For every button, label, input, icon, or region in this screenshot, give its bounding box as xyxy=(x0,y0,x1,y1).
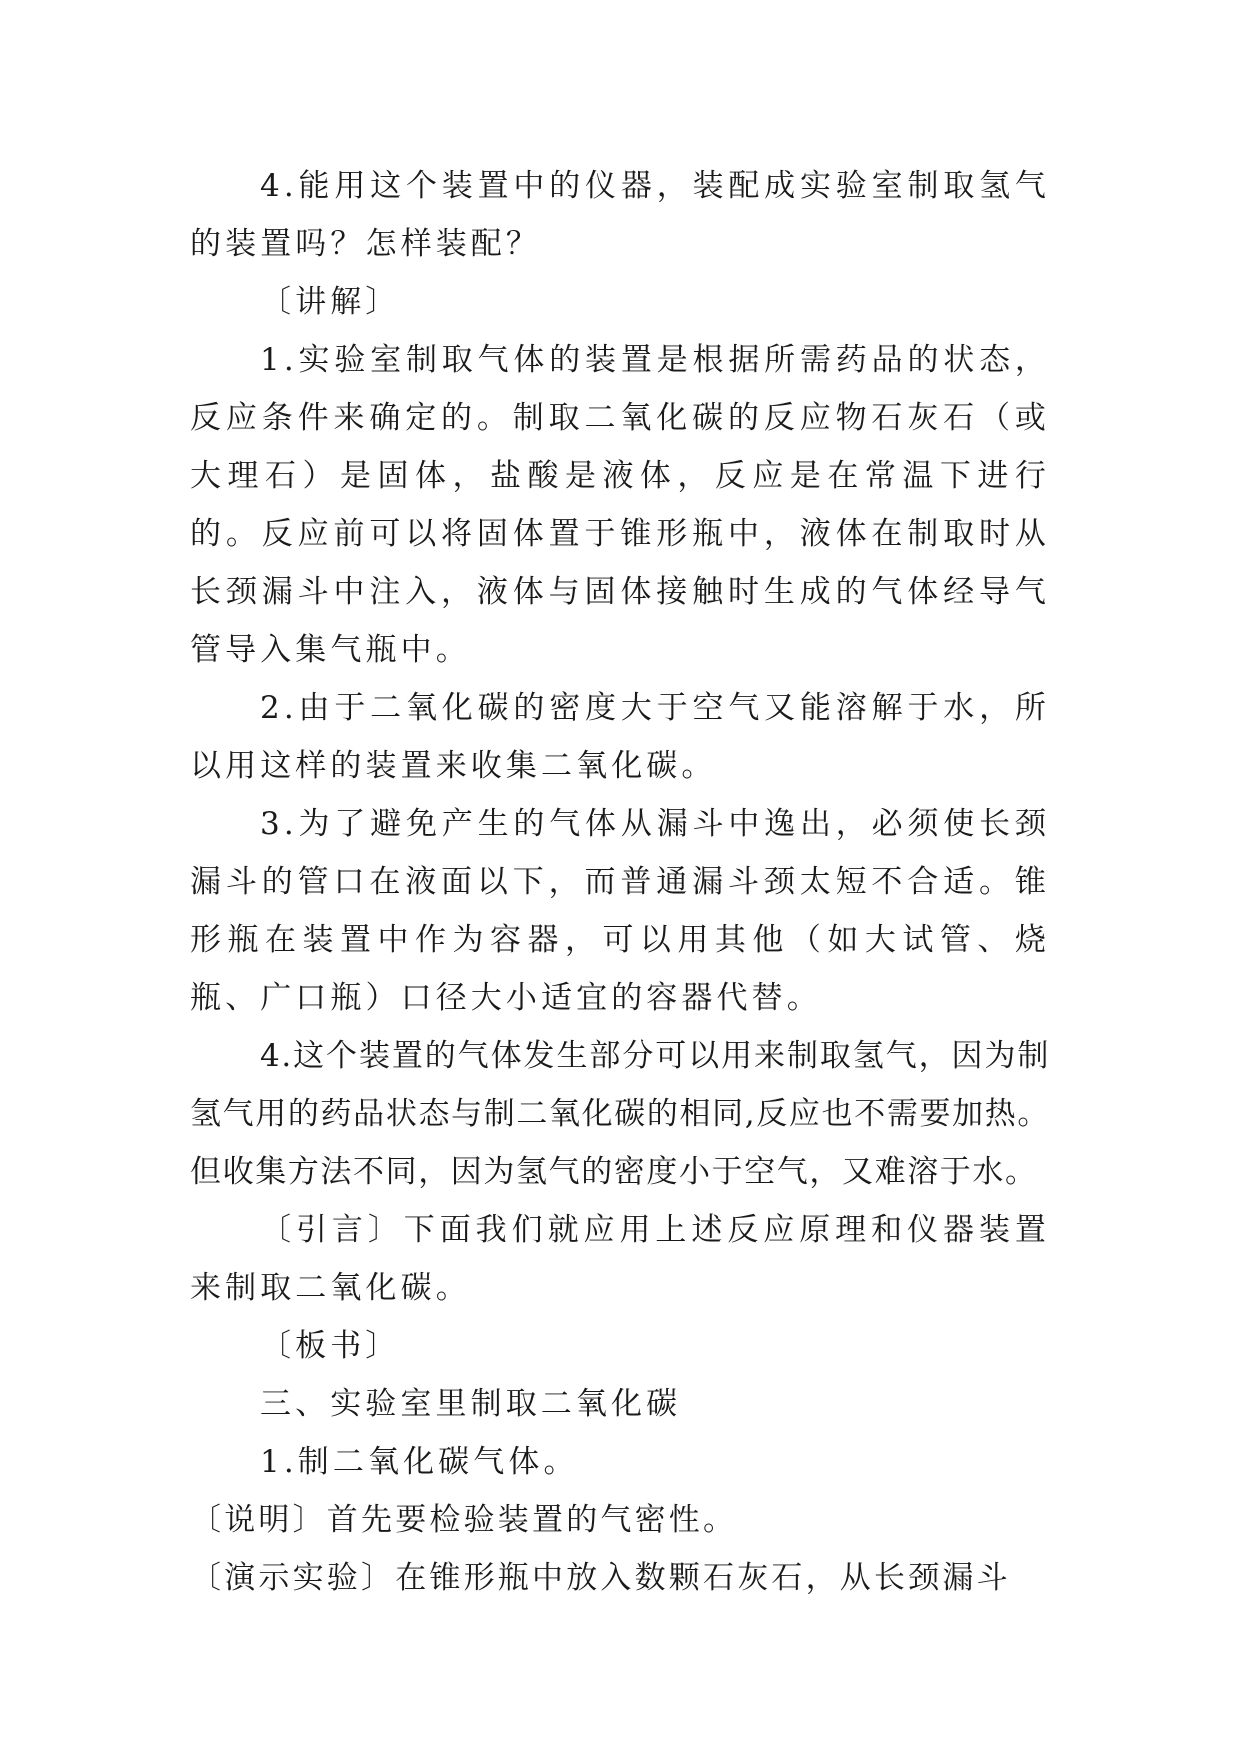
paragraph-step-1: 1.制二氧化碳气体。 xyxy=(260,1444,579,1480)
paragraph-explanation-2: 2.由于二氧化碳的密度大于空气又能溶解于水，所以用这样的装置来收集二氧化碳。 xyxy=(190,690,1050,784)
document-body xyxy=(190,157,1050,1607)
paragraph-demonstration: 〔演示实验〕在锥形瓶中放入数颗石灰石，从长颈漏斗 xyxy=(190,1560,1011,1596)
paragraph-explanation-heading: 〔讲解〕 xyxy=(260,284,401,320)
paragraph-explanation-1: 1.实验室制取气体的装置是根据所需药品的状态，反应条件来确定的。制取二氧化碳的反应物石灰石（或大理石）是固体，盐酸是液体，反应是在常温下进行的。反应前可以将固体置于锥形瓶中，液体在制取时从长颈漏斗中注入，液体与固体接触时生成的气体经导气管导入集气瓶中。 xyxy=(190,342,1050,668)
paragraph-question-4: 4.能用这个装置中的仪器，装配成实验室制取氢气的装置吗？怎样装配？ xyxy=(190,168,1050,262)
paragraph-explanation-3: 3.为了避免产生的气体从漏斗中逸出，必须使长颈漏斗的管口在液面以下，而普通漏斗颈太短不合适。锥形瓶在装置中作为容器，可以用其他（如大试管、烧瓶、广口瓶）口径大小适宜的容器代替。 xyxy=(190,806,1050,1016)
paragraph-introduction: 〔引言〕下面我们就应用上述反应原理和仪器装置来制取二氧化碳。 xyxy=(190,1212,1050,1306)
paragraph-board-heading: 〔板书〕 xyxy=(260,1328,401,1364)
section-heading: 三、实验室里制取二氧化碳 xyxy=(260,1386,682,1422)
paragraph-note: 〔说明〕首先要检验装置的气密性。 xyxy=(190,1502,738,1538)
paragraph-explanation-4: 4.这个装置的气体发生部分可以用来制取氢气，因为制氢气用的药品状态与制二氧化碳的相同,反应也不需要加热。但收集方法不同，因为氢气的密度小于空气，又难溶于水。 xyxy=(190,1038,1050,1190)
